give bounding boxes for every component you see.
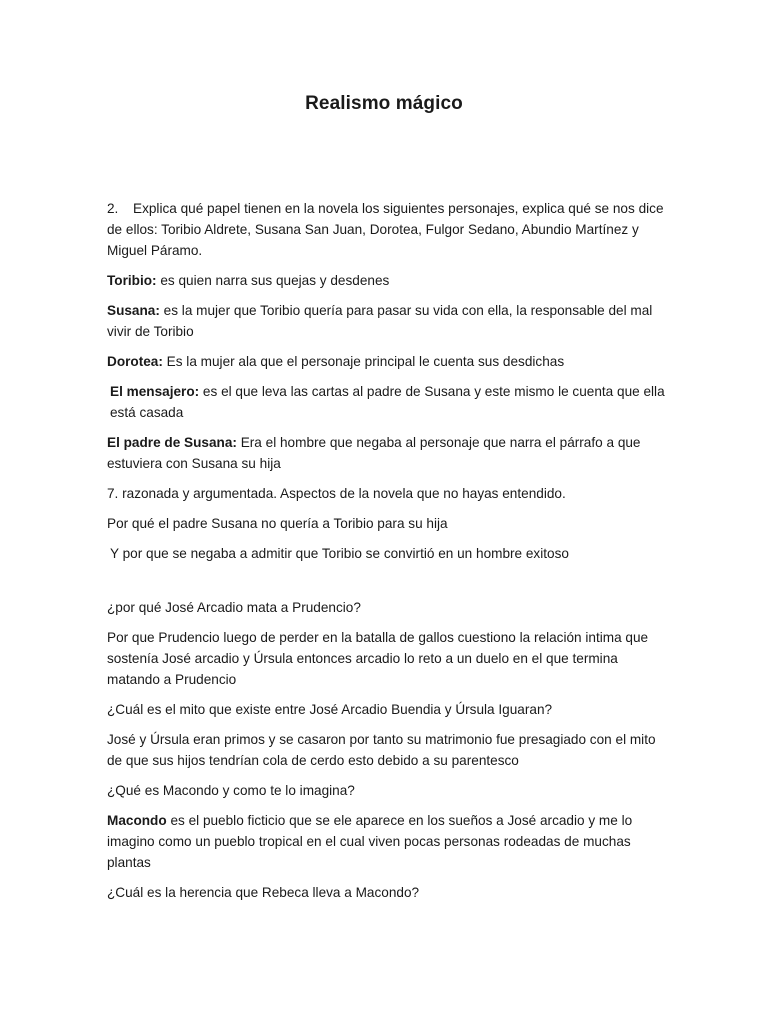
qa-answer-3 [107, 810, 667, 873]
qa-question-3: ¿Qué es Macondo y como te lo imagina? [107, 783, 355, 798]
answer-text: es el pueblo ficticio que se ele aparece en los sueños a José arcadio y me lo imagino como un pueblo tropical en el cual viven pocas personas rodeadas de muchas plantas [107, 813, 633, 870]
page-title: Realismo mágico [305, 93, 463, 114]
doubt-1: Por qué el padre Susana no quería a Toribio para su hija [107, 516, 448, 531]
qa-question-1: ¿por qué José Arcadio mata a Prudencio? [107, 600, 361, 615]
character-name: Toribio: [107, 273, 157, 288]
character-desc: Era el hombre que negaba al personaje que narra el párrafo a que estuviera con Susana su hija [107, 435, 641, 471]
character-toribio [107, 270, 667, 291]
character-desc: Es la mujer ala que el personaje principal le cuenta sus desdichas [162, 354, 565, 369]
character-mensajero [107, 381, 667, 423]
qa-answer-1: Por que Prudencio luego de perder en la batalla de gallos cuestiono la relación intima que sostenía José arcadio y Úrsula entonces arcadio lo reto a un duelo en el que termina matando a Prudencio [107, 630, 649, 687]
answer-term: Macondo [107, 813, 167, 828]
character-name: Susana: [107, 303, 160, 318]
question-text: Explica qué papel tienen en la novela los siguientes personajes, explica qué se nos dice de ellos: Toribio Aldrete, Susana San Juan, Dorotea, Fulgor Sedano, Abundio Martínez y Miguel Páramo. [107, 201, 664, 258]
qa-answer-2: José y Úrsula eran primos y se casaron por tanto su matrimonio fue presagiado con el mito de que sus hijos tendrían cola de cerdo esto debido a su parentesco [107, 732, 656, 768]
doubt-2: Y por que se negaba a admitir que Toribio se convirtió en un hombre exitoso [110, 546, 569, 561]
character-padre-susana [107, 432, 667, 474]
question-2 [107, 198, 667, 261]
character-name: El mensajero: [110, 384, 200, 399]
qa-question-2: ¿Cuál es el mito que existe entre José Arcadio Buendia y Úrsula Iguaran? [107, 702, 553, 717]
character-desc: es la mujer que Toribio quería para pasar su vida con ella, la responsable del mal vivir de Toribio [107, 303, 653, 339]
question-7: 7. razonada y argumentada. Aspectos de la novela que no hayas entendido. [107, 486, 566, 501]
last-question: ¿Cuál es la herencia que Rebeca lleva a Macondo? [107, 885, 420, 900]
document-body [107, 198, 667, 912]
character-name: El padre de Susana: [107, 435, 237, 450]
character-name: Dorotea: [107, 354, 163, 369]
question-number: 2. [107, 201, 119, 216]
character-desc: es el que leva las cartas al padre de Susana y este mismo le cuenta que ella está casada [110, 384, 665, 420]
character-desc: es quien narra sus quejas y desdenes [156, 273, 390, 288]
character-susana [107, 300, 667, 342]
character-dorotea [107, 351, 667, 372]
